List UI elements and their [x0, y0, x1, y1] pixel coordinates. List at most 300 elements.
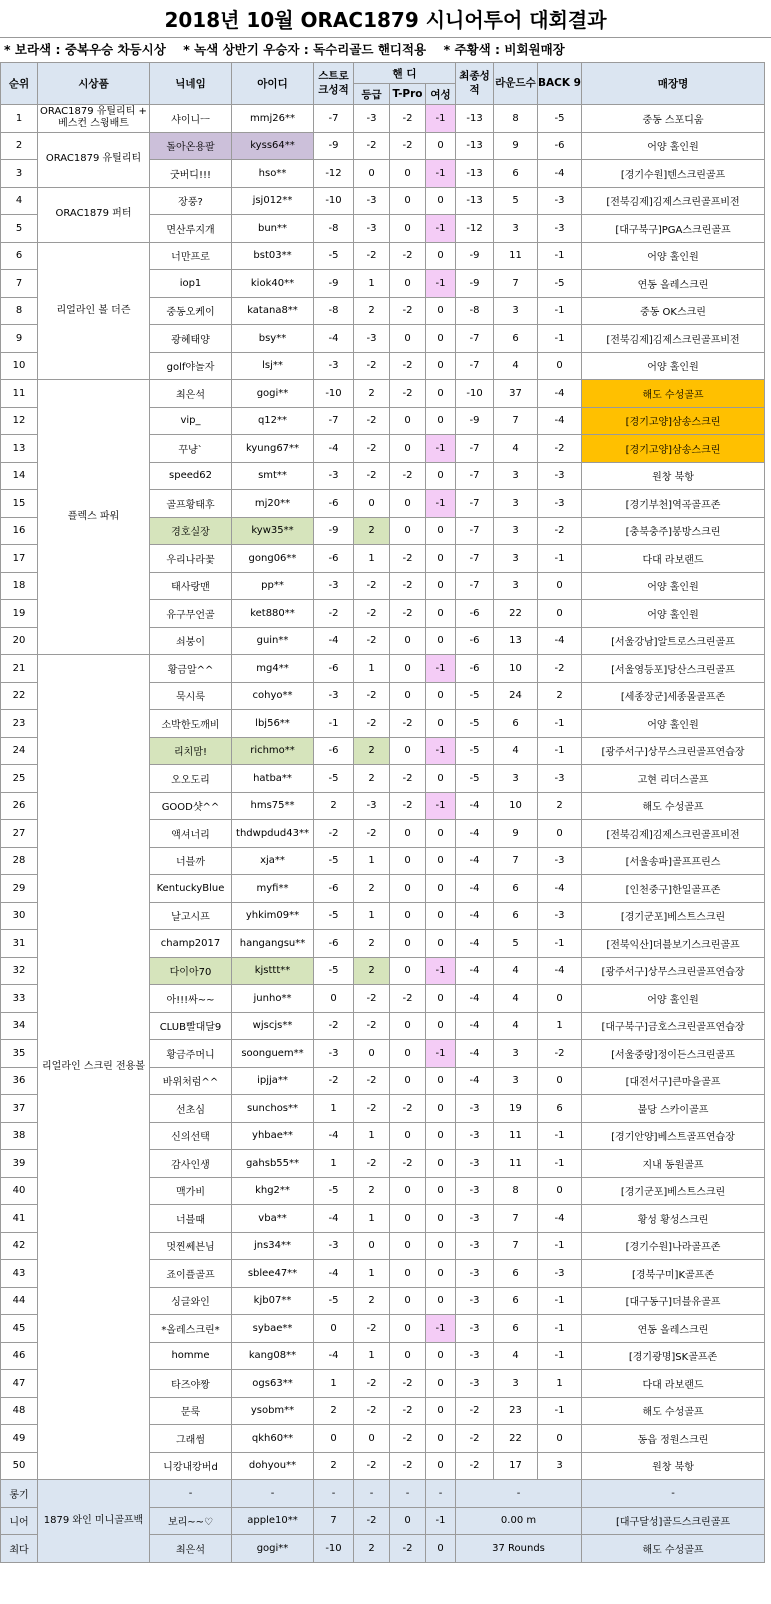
back9-cell: -1 [538, 1287, 582, 1315]
store-cell: [광주서구]상무스크린골프연습장 [582, 957, 765, 985]
final-cell: -4 [456, 1040, 494, 1068]
nickname-cell: 유구무언골 [150, 600, 232, 628]
female-cell: 0 [426, 1287, 456, 1315]
rounds-cell: 9 [494, 820, 538, 848]
female-cell: -1 [426, 215, 456, 243]
rounds-cell: 3 [494, 1067, 538, 1095]
rounds-cell: 6 [494, 875, 538, 903]
stroke-cell: 1 [314, 1095, 354, 1123]
final-cell: -4 [456, 792, 494, 820]
final-cell: -2 [456, 1397, 494, 1425]
id-cell: khg2** [232, 1177, 314, 1205]
rank-cell: 37 [1, 1095, 38, 1123]
final-cell: -7 [456, 325, 494, 353]
tpro-cell: 0 [390, 1067, 426, 1095]
id-cell: q12** [232, 407, 314, 435]
nickname-cell: 날고시프 [150, 902, 232, 930]
header-rounds: 라운드수 [494, 63, 538, 105]
nickname-cell: 그래썸 [150, 1425, 232, 1453]
nickname-cell: 장풍? [150, 187, 232, 215]
female-cell: 0 [426, 380, 456, 408]
rounds-cell: 5 [494, 187, 538, 215]
nickname-cell: vip_ [150, 407, 232, 435]
store-cell: 고현 리더스골프 [582, 765, 765, 793]
id-cell: xja** [232, 847, 314, 875]
final-cell: -4 [456, 820, 494, 848]
female-cell: -1 [426, 160, 456, 188]
nickname-cell: 바위처럼^^ [150, 1067, 232, 1095]
rounds-cell: 4 [494, 985, 538, 1013]
final-cell: -3 [456, 1150, 494, 1178]
final-cell: -7 [456, 352, 494, 380]
stroke-cell: 2 [314, 1452, 354, 1480]
female-cell: 0 [426, 352, 456, 380]
tpro-cell: -2 [390, 1425, 426, 1453]
nickname-cell: 소박한도깨비 [150, 710, 232, 738]
stroke-cell: -9 [314, 517, 354, 545]
award-tpro-cell: -2 [390, 1535, 426, 1563]
final-cell: -3 [456, 1122, 494, 1150]
final-cell: -3 [456, 1232, 494, 1260]
id-cell: kyw35** [232, 517, 314, 545]
grade-cell: 2 [354, 297, 390, 325]
rank-cell: 30 [1, 902, 38, 930]
stroke-cell: -5 [314, 847, 354, 875]
female-cell: 0 [426, 1370, 456, 1398]
tpro-cell: 0 [390, 682, 426, 710]
id-cell: richmo** [232, 737, 314, 765]
store-cell: [경기고양]삼송스크린 [582, 407, 765, 435]
tpro-cell: 0 [390, 270, 426, 298]
rounds-cell: 3 [494, 765, 538, 793]
id-cell: yhbae** [232, 1122, 314, 1150]
rounds-cell: 3 [494, 572, 538, 600]
rank-cell: 22 [1, 682, 38, 710]
tpro-cell: -2 [390, 462, 426, 490]
final-cell: -5 [456, 682, 494, 710]
nickname-cell: CLUB빨대달9 [150, 1012, 232, 1040]
nickname-cell: 태사랑맨 [150, 572, 232, 600]
grade-cell: -2 [354, 132, 390, 160]
final-cell: -3 [456, 1370, 494, 1398]
tpro-cell: 0 [390, 1342, 426, 1370]
rank-cell: 9 [1, 325, 38, 353]
grade-cell: -2 [354, 985, 390, 1013]
award-nickname-cell: 최은석 [150, 1535, 232, 1563]
rounds-cell: 3 [494, 545, 538, 573]
id-cell: lbj56** [232, 710, 314, 738]
back9-cell: 0 [538, 1425, 582, 1453]
rounds-cell: 37 [494, 380, 538, 408]
store-cell: 어양 홀인원 [582, 132, 765, 160]
rank-cell: 7 [1, 270, 38, 298]
id-cell: hso** [232, 160, 314, 188]
footer-row [1, 1480, 765, 1508]
tpro-cell: 0 [390, 1287, 426, 1315]
female-cell: 0 [426, 930, 456, 958]
rank-cell: 24 [1, 737, 38, 765]
grade-cell: 2 [354, 380, 390, 408]
grade-cell: -2 [354, 352, 390, 380]
store-cell: 황성 황성스크린 [582, 1205, 765, 1233]
table-row [1, 655, 765, 683]
back9-cell: 0 [538, 820, 582, 848]
grade-cell: 2 [354, 737, 390, 765]
female-cell: 0 [426, 132, 456, 160]
nickname-cell: 꾸냥` [150, 435, 232, 463]
back9-cell: 6 [538, 1095, 582, 1123]
grade-cell: 0 [354, 490, 390, 518]
award-tpro-cell: 0 [390, 1507, 426, 1535]
grade-cell: 2 [354, 957, 390, 985]
back9-cell: -3 [538, 215, 582, 243]
rank-cell: 21 [1, 655, 38, 683]
back9-cell: 2 [538, 682, 582, 710]
nickname-cell: 면산루지개 [150, 215, 232, 243]
grade-cell: 1 [354, 1205, 390, 1233]
stroke-cell: 2 [314, 792, 354, 820]
id-cell: guin** [232, 627, 314, 655]
store-cell: [세종장군]세종몰골프존 [582, 682, 765, 710]
tpro-cell: 0 [390, 215, 426, 243]
female-cell: -1 [426, 1315, 456, 1343]
table-row [1, 105, 765, 133]
female-cell: 0 [426, 1425, 456, 1453]
rank-cell: 36 [1, 1067, 38, 1095]
final-cell: -5 [456, 710, 494, 738]
back9-cell: 1 [538, 1370, 582, 1398]
rank-cell: 10 [1, 352, 38, 380]
tpro-cell: 0 [390, 655, 426, 683]
award-store-cell: 해도 수성골프 [582, 1535, 765, 1563]
back9-cell: -4 [538, 957, 582, 985]
id-cell: soonguem** [232, 1040, 314, 1068]
stroke-cell: -8 [314, 297, 354, 325]
nickname-cell: 황금주머니 [150, 1040, 232, 1068]
nickname-cell: 문룩 [150, 1397, 232, 1425]
rounds-cell: 7 [494, 407, 538, 435]
rounds-cell: 4 [494, 1342, 538, 1370]
female-cell: -1 [426, 490, 456, 518]
stroke-cell: -9 [314, 270, 354, 298]
rank-cell: 42 [1, 1232, 38, 1260]
final-cell: -7 [456, 490, 494, 518]
female-cell: 0 [426, 1397, 456, 1425]
grade-cell: 0 [354, 1425, 390, 1453]
stroke-cell: -4 [314, 1260, 354, 1288]
tpro-cell: 0 [390, 517, 426, 545]
grade-cell: 0 [354, 1040, 390, 1068]
rounds-cell: 6 [494, 1260, 538, 1288]
store-cell: [서울중랑]정이든스크린골프 [582, 1040, 765, 1068]
stroke-cell: -6 [314, 490, 354, 518]
store-cell: [경기부천]역곡골프존 [582, 490, 765, 518]
table-row [1, 132, 765, 160]
store-cell: [전북익산]더블보기스크린골프 [582, 930, 765, 958]
stroke-cell: -12 [314, 160, 354, 188]
grade-cell: 1 [354, 902, 390, 930]
stroke-cell: -4 [314, 627, 354, 655]
store-cell: 어양 홀인원 [582, 352, 765, 380]
store-cell: [경기안양]베스트골프연습장 [582, 1122, 765, 1150]
nickname-cell: 니캉내캉버d [150, 1452, 232, 1480]
id-cell: wjscjs** [232, 1012, 314, 1040]
header-female: 여성 [426, 84, 456, 105]
nickname-cell: 중동오케이 [150, 297, 232, 325]
rounds-cell: 8 [494, 1177, 538, 1205]
nickname-cell: 멋찐쎄븐님 [150, 1232, 232, 1260]
rounds-cell: 7 [494, 1232, 538, 1260]
store-cell: 원창 북항 [582, 462, 765, 490]
female-cell: 0 [426, 517, 456, 545]
id-cell: mj20** [232, 490, 314, 518]
tpro-cell: -2 [390, 792, 426, 820]
rounds-cell: 9 [494, 132, 538, 160]
stroke-cell: -4 [314, 1342, 354, 1370]
award-result-cell: - [456, 1480, 582, 1508]
nickname-cell: GOOD샷^^ [150, 792, 232, 820]
nickname-cell: 너만프로 [150, 242, 232, 270]
female-cell: 0 [426, 1342, 456, 1370]
stroke-cell: -2 [314, 820, 354, 848]
female-cell: 0 [426, 1232, 456, 1260]
rounds-cell: 3 [494, 462, 538, 490]
rank-cell: 25 [1, 765, 38, 793]
rounds-cell: 3 [494, 517, 538, 545]
id-cell: kiok40** [232, 270, 314, 298]
rounds-cell: 10 [494, 792, 538, 820]
tpro-cell: -2 [390, 1397, 426, 1425]
nickname-cell: 광혜태양 [150, 325, 232, 353]
award-stroke-cell: 7 [314, 1507, 354, 1535]
rank-cell: 27 [1, 820, 38, 848]
back9-cell: 0 [538, 600, 582, 628]
store-cell: 해도 수성골프 [582, 1397, 765, 1425]
final-cell: -3 [456, 1177, 494, 1205]
female-cell: -1 [426, 270, 456, 298]
header-stroke: 스트로크성적 [314, 63, 354, 105]
tpro-cell: 0 [390, 1012, 426, 1040]
back9-cell: -1 [538, 1150, 582, 1178]
grade-cell: -2 [354, 1370, 390, 1398]
id-cell: pp** [232, 572, 314, 600]
grade-cell: -2 [354, 820, 390, 848]
id-cell: mmj26** [232, 105, 314, 133]
id-cell: gahsb55** [232, 1150, 314, 1178]
grade-cell: -3 [354, 325, 390, 353]
grade-cell: -2 [354, 572, 390, 600]
female-cell: -1 [426, 1040, 456, 1068]
rank-cell: 12 [1, 407, 38, 435]
female-cell: 0 [426, 847, 456, 875]
header-grade: 등급 [354, 84, 390, 105]
id-cell: thdwpdud43** [232, 820, 314, 848]
final-cell: -6 [456, 655, 494, 683]
nickname-cell: 아!!!싸~~ [150, 985, 232, 1013]
rounds-cell: 3 [494, 215, 538, 243]
stroke-cell: -6 [314, 875, 354, 903]
store-cell: [서울영등포]당산스크린골프 [582, 655, 765, 683]
store-cell: [경기수원]텐스크린골프 [582, 160, 765, 188]
female-cell: 0 [426, 1177, 456, 1205]
grade-cell: -2 [354, 435, 390, 463]
female-cell: 0 [426, 1067, 456, 1095]
back9-cell: -1 [538, 737, 582, 765]
rank-cell: 49 [1, 1425, 38, 1453]
final-cell: -6 [456, 600, 494, 628]
tpro-cell: -2 [390, 105, 426, 133]
rank-cell: 47 [1, 1370, 38, 1398]
back9-cell: -3 [538, 462, 582, 490]
id-cell: ipjja** [232, 1067, 314, 1095]
back9-cell: 0 [538, 985, 582, 1013]
store-cell: 중동 OK스크린 [582, 297, 765, 325]
header-tpro: T-Pro [390, 84, 426, 105]
stroke-cell: -6 [314, 655, 354, 683]
back9-cell: -4 [538, 627, 582, 655]
tpro-cell: -2 [390, 242, 426, 270]
id-cell: vba** [232, 1205, 314, 1233]
header-back9: BACK 9 [538, 63, 582, 105]
award-grade-cell: 2 [354, 1535, 390, 1563]
female-cell: 0 [426, 325, 456, 353]
store-cell: 다대 라보랜드 [582, 545, 765, 573]
female-cell: -1 [426, 105, 456, 133]
grade-cell: -2 [354, 407, 390, 435]
rank-cell: 15 [1, 490, 38, 518]
rounds-cell: 6 [494, 710, 538, 738]
grade-cell: -3 [354, 187, 390, 215]
award-store-cell: [대구달성]골드스크린골프 [582, 1507, 765, 1535]
grade-cell: -2 [354, 242, 390, 270]
rounds-cell: 13 [494, 627, 538, 655]
id-cell: kang08** [232, 1342, 314, 1370]
female-cell: 0 [426, 765, 456, 793]
prize-cell: ORAC1879 유틸리티 [38, 132, 150, 187]
tpro-cell: -2 [390, 1370, 426, 1398]
grade-cell: 1 [354, 1122, 390, 1150]
tpro-cell: -2 [390, 1095, 426, 1123]
stroke-cell: 1 [314, 1150, 354, 1178]
store-cell: 연동 올레스크린 [582, 270, 765, 298]
rounds-cell: 6 [494, 1315, 538, 1343]
nickname-cell: 타즈야짱 [150, 1370, 232, 1398]
rounds-cell: 11 [494, 1122, 538, 1150]
rank-cell: 44 [1, 1287, 38, 1315]
tpro-cell: -2 [390, 572, 426, 600]
rank-cell: 11 [1, 380, 38, 408]
female-cell: 0 [426, 545, 456, 573]
id-cell: hangangsu** [232, 930, 314, 958]
female-cell: 0 [426, 572, 456, 600]
stroke-cell: -4 [314, 435, 354, 463]
store-cell: [광주서구]상무스크린골프연습장 [582, 737, 765, 765]
back9-cell: -4 [538, 875, 582, 903]
store-cell: [경기수원]나라골프존 [582, 1232, 765, 1260]
stroke-cell: -7 [314, 407, 354, 435]
rounds-cell: 23 [494, 1397, 538, 1425]
stroke-cell: -4 [314, 325, 354, 353]
back9-cell: -4 [538, 380, 582, 408]
nickname-cell: *올레스크린* [150, 1315, 232, 1343]
back9-cell: 2 [538, 792, 582, 820]
nickname-cell: 다이아70 [150, 957, 232, 985]
store-cell: [대구북구]PGA스크린골프 [582, 215, 765, 243]
store-cell: [대구동구]더블유골프 [582, 1287, 765, 1315]
rank-cell: 23 [1, 710, 38, 738]
stroke-cell: -5 [314, 957, 354, 985]
female-cell: 0 [426, 1205, 456, 1233]
tpro-cell: 0 [390, 902, 426, 930]
store-cell: [대구북구]금호스크린골프연습장 [582, 1012, 765, 1040]
final-cell: -3 [456, 1342, 494, 1370]
back9-cell: -3 [538, 1260, 582, 1288]
tpro-cell: 0 [390, 1205, 426, 1233]
rounds-cell: 6 [494, 325, 538, 353]
tpro-cell: -2 [390, 985, 426, 1013]
nickname-cell: 샤이니ㅡ [150, 105, 232, 133]
female-cell: 0 [426, 407, 456, 435]
grade-cell: 2 [354, 930, 390, 958]
store-cell: 해도 수성골프 [582, 380, 765, 408]
award-nickname-cell: 보리~~♡ [150, 1507, 232, 1535]
results-table [0, 62, 765, 1563]
note-green: * 녹색 상반기 우승자 : 독수리골드 핸디적용 [183, 42, 427, 57]
stroke-cell: -8 [314, 215, 354, 243]
rank-cell: 4 [1, 187, 38, 215]
rank-cell: 19 [1, 600, 38, 628]
final-cell: -13 [456, 160, 494, 188]
rank-cell: 41 [1, 1205, 38, 1233]
table-row [1, 242, 765, 270]
nickname-cell: 감사인생 [150, 1150, 232, 1178]
back9-cell: 0 [538, 1177, 582, 1205]
award-label-cell: 롱기 [1, 1480, 38, 1508]
award-label-cell: 니어 [1, 1507, 38, 1535]
header-handi: 핸 디 [354, 63, 456, 84]
tpro-cell: 0 [390, 1232, 426, 1260]
stroke-cell: -1 [314, 710, 354, 738]
final-cell: -4 [456, 985, 494, 1013]
tpro-cell: -2 [390, 380, 426, 408]
rounds-cell: 4 [494, 435, 538, 463]
rounds-cell: 3 [494, 1040, 538, 1068]
tpro-cell: 0 [390, 930, 426, 958]
rounds-cell: 7 [494, 1205, 538, 1233]
header-id: 아이디 [232, 63, 314, 105]
stroke-cell: -4 [314, 1122, 354, 1150]
nickname-cell: 선초심 [150, 1095, 232, 1123]
award-result-cell: 37 Rounds [456, 1535, 582, 1563]
prize-cell: 플렉스 파워 [38, 380, 150, 655]
grade-cell: 2 [354, 875, 390, 903]
back9-cell: -2 [538, 655, 582, 683]
grade-cell: -2 [354, 1095, 390, 1123]
rounds-cell: 3 [494, 490, 538, 518]
tpro-cell: -2 [390, 710, 426, 738]
rounds-cell: 5 [494, 930, 538, 958]
grade-cell: 1 [354, 270, 390, 298]
store-cell: [서울강남]알트로스크린골프 [582, 627, 765, 655]
grade-cell: -2 [354, 1452, 390, 1480]
grade-cell: 2 [354, 1177, 390, 1205]
rounds-cell: 19 [494, 1095, 538, 1123]
grade-cell: -2 [354, 600, 390, 628]
store-cell: [경기군포]베스트스크린 [582, 902, 765, 930]
female-cell: 0 [426, 462, 456, 490]
id-cell: sblee47** [232, 1260, 314, 1288]
stroke-cell: 1 [314, 1370, 354, 1398]
